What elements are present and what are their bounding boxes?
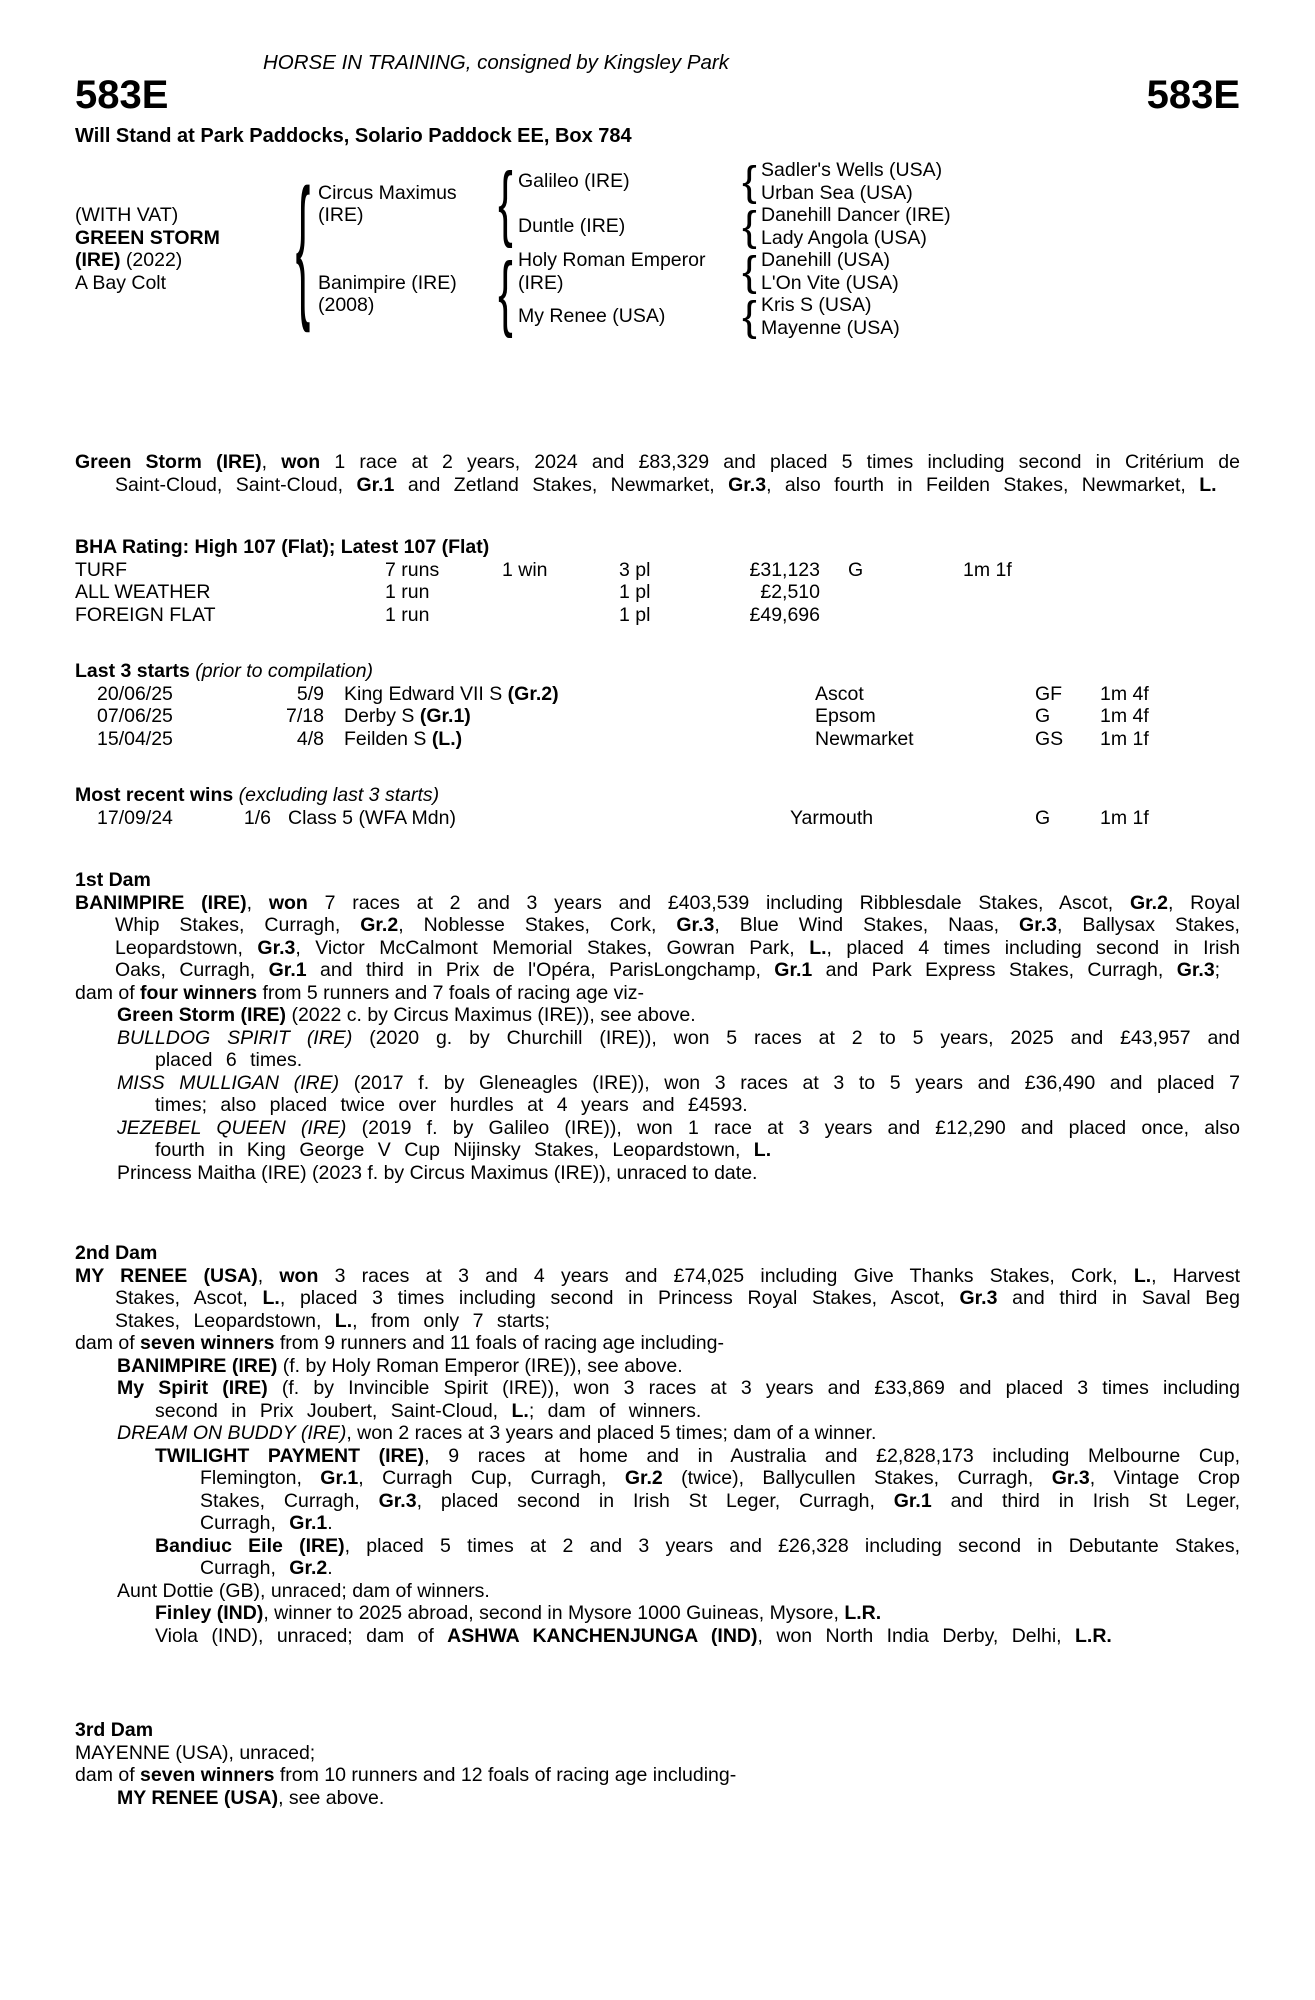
granddam-name: My Renee (USA) [518, 305, 666, 328]
race-position: 1/6 [243, 806, 271, 829]
race-course: Yarmouth [790, 806, 874, 829]
progeny-entry: Green Storm (IRE) (2022 c. by Circus Maximus (IRE)), see above. [117, 1004, 696, 1026]
surface-label: ALL WEATHER [75, 581, 211, 603]
race-distance: 1m 1f [1100, 806, 1149, 829]
bha-stats-table [75, 559, 1240, 627]
third-dam-heading: 3rd Dam [75, 1719, 154, 1741]
earnings-value: £49,696 [749, 603, 820, 626]
last-starts-heading: Last 3 starts (prior to compilation) [75, 660, 374, 682]
race-name: Feilden S (L.) [344, 727, 463, 750]
progeny-entry: MY RENEE (USA), see above. [117, 1786, 385, 1809]
race-going: GF [1035, 682, 1063, 705]
first-dam-paragraph: BANIMPIRE (IRE), won 7 races at 2 and 3 years and £403,539 including Ribblesdale Stakes, Ascot, Gr.2, Royal Whip Stakes, Curragh, Gr.2, Noblesse Stakes, Cork, Gr.3, Blue Wind Stakes, Naas, Gr.3, Ballysax Stakes, Leopardstown, Gr.3, Victor McCalmont Memorial Stakes, Gowran Park, L., placed 4 times including second in Irish Oaks, Curragh, Gr.1 and third in Prix de l'Opéra, ParisLongchamp, Gr.1 and Park Express Stakes, Curragh, Gr.3; [75, 891, 1241, 981]
places-value: 3 pl [619, 558, 651, 581]
lot-number-left: 583E [75, 72, 169, 117]
ggp-name: Lady Angola (USA) [761, 226, 927, 249]
pedigree-brace: { [742, 202, 757, 250]
progeny-entry: My Spirit (IRE) (f. by Invincible Spirit (IRE)), won 3 races at 3 years and £33,869 and placed 3 times including second in Prix Joubert, Saint-Cloud, L.; dam of winners. [117, 1377, 1240, 1422]
recent-wins-table [75, 807, 1240, 830]
grandsire-name: Galileo (IRE) [518, 170, 630, 193]
progeny-entry: Finley (IND), winner to 2025 abroad, second in Mysore 1000 Guineas, Mysore, L.R. [155, 1602, 882, 1624]
ggp-name: Urban Sea (USA) [761, 181, 913, 204]
race-date: 07/06/25 [97, 705, 173, 727]
great-grandparent-pair [761, 204, 1240, 249]
pedigree-brace: { [742, 157, 757, 205]
great-grandparent-pair [761, 249, 1240, 294]
consignor-line: HORSE IN TRAINING, consigned by Kingsley Park [263, 51, 729, 74]
wins-value: 1 win [502, 558, 548, 581]
surface-label: FOREIGN FLAT [75, 603, 216, 626]
table-row [75, 807, 1240, 830]
table-row [75, 705, 1240, 728]
bha-rating-heading: BHA Rating: High 107 (Flat); Latest 107 (Flat) [75, 536, 490, 558]
great-grandparent-pair [761, 159, 1240, 204]
ggp-name: Danehill (USA) [761, 249, 890, 271]
places-value: 1 pl [619, 581, 651, 603]
table-row [75, 683, 1240, 706]
recent-wins-heading: Most recent wins (excluding last 3 starts) [75, 784, 440, 806]
race-course: Newmarket [815, 727, 914, 750]
race-course: Ascot [815, 682, 864, 705]
pedigree-brace: { [498, 246, 513, 340]
earnings-value: £31,123 [749, 558, 820, 581]
vat-note: (WITH VAT) [75, 204, 179, 226]
pedigree-table [75, 156, 1240, 340]
first-dam-heading: 1st Dam [75, 869, 151, 891]
runs-value: 1 run [385, 603, 430, 626]
third-dam-produce-line: dam of seven winners from 10 runners and 12 foals of racing age including- [75, 1764, 737, 1786]
progeny-entry: DREAM ON BUDDY (IRE), won 2 races at 3 years and placed 5 times; dam of a winner. [117, 1422, 877, 1444]
surface-label: TURF [75, 558, 127, 581]
table-row [75, 604, 1240, 627]
last-starts-table [75, 683, 1240, 751]
progeny-entry: MISS MULLIGAN (IRE) (2017 f. by Gleneagles (IRE)), won 3 races at 3 to 5 years and £36,490 and placed 7 times; also placed twice over hurdles at 4 years and £4593. [117, 1071, 1240, 1116]
ggp-name: L'On Vite (USA) [761, 271, 899, 294]
table-row [75, 581, 1240, 604]
race-name: Derby S (Gr.1) [344, 705, 471, 727]
race-position: 4/8 [296, 727, 324, 750]
race-course: Epsom [815, 705, 876, 727]
race-distance: 1m 1f [1100, 727, 1149, 750]
progeny-entry: Princess Maitha (IRE) (2023 f. by Circus Maximus (IRE)), unraced to date. [117, 1161, 758, 1184]
going-value [820, 604, 963, 627]
subject-origin-year: (IRE) (2022) [75, 249, 183, 271]
progeny-entry: JEZEBEL QUEEN (IRE) (2019 f. by Galileo (IRE)), won 1 race at 3 years and £12,290 and placed once, also fourth in King George V Cup Nijinsky Stakes, Leopardstown, L. [117, 1116, 1240, 1161]
distance-value: 1m 1f [963, 558, 1012, 581]
race-position: 5/9 [296, 682, 324, 705]
sire-name: Circus Maximus (IRE) [318, 181, 457, 226]
dam-name: Banimpire (IRE) (2008) [318, 271, 457, 316]
ggp-name: Mayenne (USA) [761, 316, 900, 339]
race-record-paragraph: Green Storm (IRE), won 1 race at 2 years, 2024 and £83,329 and placed 5 times including second in Critérium de Saint-Cloud, Saint-Cloud, Gr.1 and Zetland Stakes, Newmarket, Gr.3, also fourth in Feilden Stakes, Newmarket, L. [75, 451, 1240, 496]
progeny-entry: BANIMPIRE (IRE) (f. by Holy Roman Emperor (IRE)), see above. [117, 1354, 683, 1377]
pedigree-brace: { [742, 247, 757, 295]
places-value: 1 pl [619, 603, 651, 626]
going-value: G [848, 558, 864, 581]
race-date: 15/04/25 [97, 727, 173, 750]
race-going: G [1035, 806, 1051, 829]
subject-name: GREEN STORM [75, 226, 220, 249]
great-grandparent-pair [761, 294, 1240, 339]
ggp-name: Danehill Dancer (IRE) [761, 204, 951, 226]
race-name: King Edward VII S (Gr.2) [344, 682, 559, 705]
lot-number-right: 583E [1146, 72, 1240, 117]
granddam-name: Duntle (IRE) [518, 215, 626, 238]
race-going: GS [1035, 727, 1064, 750]
going-value [820, 581, 963, 604]
second-dam-heading: 2nd Dam [75, 1242, 158, 1264]
race-distance: 1m 4f [1100, 682, 1149, 705]
race-distance: 1m 4f [1100, 705, 1149, 727]
first-dam-produce-line: dam of four winners from 5 runners and 7 foals of racing age viz- [75, 981, 645, 1004]
table-row [75, 559, 1240, 582]
wins-value [502, 581, 619, 604]
second-dam-paragraph: MY RENEE (USA), won 3 races at 3 and 4 years and £74,025 including Give Thanks Stakes, Cork, L., Harvest Stakes, Ascot, L., placed 3 times including second in Princess Royal Stakes, Ascot, Gr.3 and third in Saval Beg Stakes, Leopardstown, L., from only 7 starts; [75, 1264, 1240, 1332]
subject-block [75, 204, 288, 294]
subject-colour-sex: A Bay Colt [75, 271, 167, 294]
runs-value: 1 run [385, 581, 430, 603]
progeny-entry: Bandiuc Eile (IRE), placed 5 times at 2 and 3 years and £26,328 including second in Debutante Stakes, Curragh, Gr.2. [155, 1534, 1240, 1579]
pedigree-brace: { [295, 159, 311, 336]
progeny-entry: Aunt Dottie (GB), unraced; dam of winners. [117, 1579, 490, 1602]
earnings-value: £2,510 [760, 581, 820, 603]
race-position: 7/18 [286, 705, 324, 727]
progeny-entry: BULLDOG SPIRIT (IRE) (2020 g. by Churchill (IRE)), won 5 races at 2 to 5 years, 2025 and £43,957 and placed 6 times. [117, 1026, 1240, 1071]
race-name: Class 5 (WFA Mdn) [288, 806, 456, 829]
grandsire-name: Holy Roman Emperor (IRE) [518, 249, 706, 294]
race-date: 17/09/24 [97, 806, 173, 829]
third-dam-line: MAYENNE (USA), unraced; [75, 1741, 316, 1764]
runs-value: 7 runs [385, 558, 440, 581]
ggp-name: Kris S (USA) [761, 294, 872, 316]
lot-number-row [75, 72, 1240, 117]
race-going: G [1035, 705, 1051, 727]
progeny-entry: Viola (IND), unraced; dam of ASHWA KANCHENJUNGA (IND), won North India Derby, Delhi, L.R. [155, 1624, 1112, 1647]
table-row [75, 728, 1240, 751]
distance-value [963, 581, 1240, 604]
ggp-name: Sadler's Wells (USA) [761, 159, 943, 181]
stand-location-line: Will Stand at Park Paddocks, Solario Paddock EE, Box 784 [75, 124, 632, 147]
wins-value [502, 604, 619, 627]
pedigree-brace: { [742, 292, 757, 340]
race-date: 20/06/25 [97, 682, 173, 705]
distance-value [963, 604, 1240, 627]
second-dam-produce-line: dam of seven winners from 9 runners and 11 foals of racing age including- [75, 1332, 724, 1354]
progeny-entry: TWILIGHT PAYMENT (IRE), 9 races at home and in Australia and £2,828,173 including Melbourne Cup, Flemington, Gr.1, Curragh Cup, Curragh, Gr.2 (twice), Ballycullen Stakes, Curragh, Gr.3, Vintage Crop Stakes, Curragh, Gr.3, placed second in Irish St Leger, Curragh, Gr.1 and third in Irish St Leger, Curragh, Gr.1. [155, 1444, 1241, 1534]
pedigree-brace: { [498, 156, 513, 250]
